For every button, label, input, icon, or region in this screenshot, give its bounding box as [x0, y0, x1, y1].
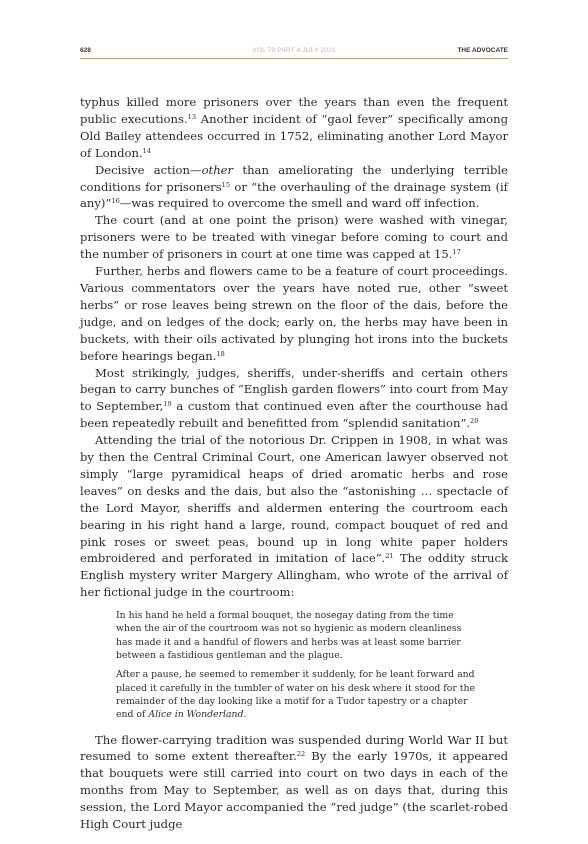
paragraph-p2 [80, 162, 508, 213]
footnote-ref: 15 [221, 180, 231, 189]
footnote-ref: 16 [111, 197, 120, 206]
paragraphs-after-quote [80, 732, 508, 833]
text-run: The flower-carrying tradition was suspended during World War II but resumed to some extent thereafter. [80, 732, 508, 764]
italic-text: other [201, 162, 234, 177]
text-run: Decisive action— [95, 162, 202, 177]
footnote-ref: 19 [163, 400, 172, 409]
text-run: The court (and at one point the prison) were washed with vinegar, prisoners were to be treated with vinegar before coming to court and the number of prisoners in court at one time was capped at 15. [80, 213, 508, 262]
paragraph-p1 [80, 94, 508, 162]
text-run: or “the overhauling of the drainage system (if any)” [80, 179, 508, 211]
header-rule [80, 58, 508, 59]
page-number: 628 [80, 47, 91, 54]
paragraph-p6 [80, 432, 508, 601]
text-run: The oddity struck English mystery writer Margery Allingham, who wrote of the arrival of her fictional judge in the courtroom: [80, 551, 508, 600]
quote-q1 [116, 609, 475, 662]
text-run: a custom that continued even after the courthouse had been repeatedly rebuilt and benefitted from “splendid sanitation”. [80, 399, 508, 431]
text-run: than ameliorating the underlying terrible conditions for prisoners [80, 162, 508, 194]
footnote-ref: 18 [216, 349, 225, 358]
text-run: —was required to overcome the smell and ward off infection. [119, 196, 480, 211]
footnote-ref: 14 [142, 146, 152, 155]
text-run: Most strikingly, judges, sheriffs, under-sheriffs and certain others began to carry bunches of “English garden flowers” into court from May to September, [80, 365, 508, 414]
italic-text: Alice in Wonderland [148, 709, 244, 721]
paragraph-p3 [80, 212, 508, 263]
paragraphs-before-quote [80, 94, 508, 601]
footnote-ref: 20 [470, 417, 479, 426]
footnote-ref: 13 [187, 112, 197, 121]
paragraph-p4 [80, 263, 508, 364]
text-run: By the early 1970s, it appeared that bouquets were still carried into court on two days in each of the months from May to September, as well as on days that, during this session, the Lord Mayor accompanied the “red judge” (the scarlet-robed High Court judge [80, 749, 508, 832]
article-body [80, 94, 508, 833]
text-run: typhus killed more prisoners over the years than even the frequent public executions. [80, 95, 508, 126]
text-run: Attending the trial of the notorious Dr. Crippen in 1908, in what was by then the Central Criminal Court, one American lawyer observed not simply “large pyramidical heaps of dried aromatic herbs and rose leaves” on desks and the dais, but also the “astonishing … spectacle of the Lord Mayor, sheriffs and aldermen entering the courtroom each bearing in his right hand a large, round, compact bouquet of red and pink roses or sweet peas, bound up in long white paper holders embroidered and perforated in imitation of lace”. [80, 433, 508, 566]
quote-q2 [116, 668, 475, 721]
text-run: Another incident of “gaol fever” specifically among Old Bailey attendees occurred in 1752, eliminating another Lord Mayor of London. [80, 111, 508, 160]
text-run: . [243, 709, 247, 721]
journal-title: THE ADVOCATE [457, 47, 508, 54]
paragraph-p7 [80, 732, 508, 833]
issue-info: VOL 79 PART 4 JULY 2021 [252, 47, 336, 54]
text-run: In his hand he held a formal bouquet, the nosegay dating from the time when the air of the courtroom was not so hygienic as modern cleanliness has made it and a handful of flowers and herbs was at least some barrier between a fastidious gentleman and the plague. [116, 610, 462, 662]
paragraph-p5 [80, 365, 508, 433]
footnote-ref: 17 [452, 248, 461, 257]
footnote-ref: 22 [296, 750, 306, 759]
footnote-ref: 21 [385, 552, 394, 561]
running-header [80, 45, 508, 59]
block-quote [116, 609, 475, 721]
text-run: After a pause, he seemed to remember it suddenly, for he leant forward and placed it carefully in the tumbler of water on his desk where it stood for the remainder of the day looking like a motif for a Tudor tapestry or a chapter end of [116, 669, 475, 721]
text-run: Further, herbs and flowers came to be a feature of court proceedings. Various commentators over the years have noted rue, other “sweet herbs” or rose leaves being strewn on the floor of the dais, before the judge, and on ledges of the dock; early on, the herbs may have been in buckets, with their oils activated by plunging hot irons into the buckets before hearings began. [80, 264, 508, 363]
